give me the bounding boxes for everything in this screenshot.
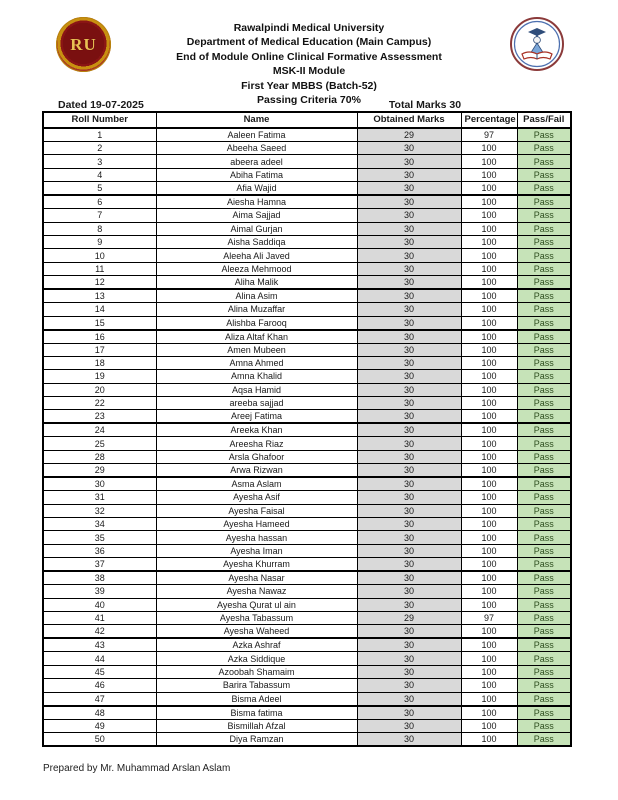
col-name: Name: [156, 112, 357, 128]
table-row: [43, 585, 571, 598]
university-title: Rawalpindi Medical University: [233, 22, 385, 34]
result-cell: Pass: [517, 625, 571, 639]
percentage-cell: 100: [461, 370, 517, 383]
table-row: [43, 356, 571, 369]
result-cell: Pass: [517, 289, 571, 303]
name-cell: Amna Khalid: [156, 370, 357, 383]
name-cell: Amen Mubeen: [156, 343, 357, 356]
roll-cell: 9: [43, 235, 156, 248]
percentage-cell: 100: [461, 195, 517, 209]
percentage-cell: 100: [461, 706, 517, 720]
table-row: [43, 289, 571, 303]
name-cell: Ayesha Qurat ul ain: [156, 598, 357, 611]
percentage-cell: 100: [461, 249, 517, 262]
roll-cell: 4: [43, 168, 156, 181]
marks-cell: 30: [357, 397, 461, 410]
name-cell: Barira Tabassum: [156, 679, 357, 692]
percentage-cell: 100: [461, 316, 517, 330]
table-row: [43, 477, 571, 491]
result-cell: Pass: [517, 518, 571, 531]
roll-cell: 39: [43, 585, 156, 598]
result-cell: Pass: [517, 155, 571, 168]
percentage-cell: 100: [461, 665, 517, 678]
marks-cell: 30: [357, 464, 461, 478]
name-cell: Alina Asim: [156, 289, 357, 303]
result-cell: Pass: [517, 222, 571, 235]
name-cell: Alishba Farooq: [156, 316, 357, 330]
table-row: [43, 706, 571, 720]
roll-cell: 45: [43, 665, 156, 678]
percentage-cell: 100: [461, 477, 517, 491]
marks-cell: 30: [357, 209, 461, 222]
table-row: [43, 303, 571, 316]
col-pass-fail: Pass/Fail: [517, 112, 571, 128]
percentage-cell: 100: [461, 450, 517, 463]
result-cell: Pass: [517, 128, 571, 142]
percentage-cell: 100: [461, 222, 517, 235]
percentage-cell: 100: [461, 262, 517, 275]
table-row: [43, 652, 571, 665]
table-row: [43, 209, 571, 222]
name-cell: Ayesha Khurram: [156, 558, 357, 572]
result-cell: Pass: [517, 423, 571, 437]
result-cell: Pass: [517, 450, 571, 463]
marks-cell: 30: [357, 410, 461, 424]
marks-cell: 30: [357, 423, 461, 437]
name-cell: Bismillah Afzal: [156, 719, 357, 732]
marks-cell: 30: [357, 732, 461, 746]
name-cell: Areeka Khan: [156, 423, 357, 437]
result-cell: Pass: [517, 571, 571, 585]
percentage-cell: 100: [461, 491, 517, 504]
table-row: [43, 168, 571, 181]
percentage-cell: 100: [461, 692, 517, 706]
name-cell: Bisma Adeel: [156, 692, 357, 706]
roll-cell: 10: [43, 249, 156, 262]
percentage-cell: 100: [461, 168, 517, 181]
result-cell: Pass: [517, 262, 571, 275]
marks-cell: 30: [357, 155, 461, 168]
table-row: [43, 732, 571, 746]
col-roll-number: Roll Number: [43, 112, 156, 128]
marks-cell: 30: [357, 168, 461, 181]
roll-cell: 12: [43, 276, 156, 290]
marks-cell: 29: [357, 128, 461, 142]
table-row: [43, 343, 571, 356]
result-cell: Pass: [517, 638, 571, 652]
result-cell: Pass: [517, 611, 571, 624]
result-cell: Pass: [517, 276, 571, 290]
roll-cell: 17: [43, 343, 156, 356]
results-table-body: [43, 128, 571, 746]
roll-cell: 49: [43, 719, 156, 732]
marks-cell: 30: [357, 692, 461, 706]
roll-cell: 5: [43, 182, 156, 196]
result-cell: Pass: [517, 491, 571, 504]
marks-cell: 30: [357, 665, 461, 678]
percentage-cell: 100: [461, 652, 517, 665]
table-row: [43, 491, 571, 504]
name-cell: Afia Wajid: [156, 182, 357, 196]
percentage-cell: 100: [461, 571, 517, 585]
marks-cell: 30: [357, 142, 461, 155]
percentage-cell: 100: [461, 679, 517, 692]
name-cell: Bisma fatima: [156, 706, 357, 720]
table-row: [43, 531, 571, 544]
name-cell: Ayesha Waheed: [156, 625, 357, 639]
result-cell: Pass: [517, 209, 571, 222]
name-cell: Aleeza Mehmood: [156, 262, 357, 275]
name-cell: Areesha Riaz: [156, 437, 357, 450]
name-cell: Azka Siddique: [156, 652, 357, 665]
percentage-cell: 100: [461, 558, 517, 572]
roll-cell: 44: [43, 652, 156, 665]
marks-cell: 30: [357, 625, 461, 639]
roll-cell: 43: [43, 638, 156, 652]
percentage-cell: 100: [461, 383, 517, 396]
marks-cell: 30: [357, 719, 461, 732]
table-row: [43, 383, 571, 396]
percentage-cell: 100: [461, 544, 517, 557]
result-cell: Pass: [517, 531, 571, 544]
table-row: [43, 692, 571, 706]
percentage-cell: 100: [461, 464, 517, 478]
result-cell: Pass: [517, 437, 571, 450]
result-cell: Pass: [517, 464, 571, 478]
roll-cell: 50: [43, 732, 156, 746]
name-cell: Asma Aslam: [156, 477, 357, 491]
percentage-cell: 100: [461, 235, 517, 248]
col-percentage: Percentage: [461, 112, 517, 128]
table-row: [43, 182, 571, 196]
marks-cell: 30: [357, 558, 461, 572]
results-table: [42, 111, 572, 747]
name-cell: Abeeha Saeed: [156, 142, 357, 155]
roll-cell: 47: [43, 692, 156, 706]
percentage-cell: 100: [461, 410, 517, 424]
table-row: [43, 544, 571, 557]
roll-cell: 38: [43, 571, 156, 585]
table-row: [43, 195, 571, 209]
marks-cell: 30: [357, 585, 461, 598]
roll-cell: 41: [43, 611, 156, 624]
name-cell: abeera adeel: [156, 155, 357, 168]
percentage-cell: 97: [461, 611, 517, 624]
result-cell: Pass: [517, 732, 571, 746]
name-cell: Arsla Ghafoor: [156, 450, 357, 463]
roll-cell: 8: [43, 222, 156, 235]
marks-cell: 30: [357, 477, 461, 491]
name-cell: Ayesha Iman: [156, 544, 357, 557]
marks-cell: 30: [357, 652, 461, 665]
roll-cell: 46: [43, 679, 156, 692]
percentage-cell: 100: [461, 209, 517, 222]
marks-cell: 30: [357, 276, 461, 290]
result-cell: Pass: [517, 303, 571, 316]
roll-cell: 16: [43, 330, 156, 344]
marks-cell: 30: [357, 491, 461, 504]
percentage-cell: 97: [461, 128, 517, 142]
name-cell: areeba sajjad: [156, 397, 357, 410]
name-cell: Ayesha Tabassum: [156, 611, 357, 624]
result-cell: Pass: [517, 504, 571, 517]
total-marks-label: Total Marks 30: [388, 99, 462, 111]
percentage-cell: 100: [461, 303, 517, 316]
result-cell: Pass: [517, 397, 571, 410]
marks-cell: 30: [357, 531, 461, 544]
table-row: [43, 464, 571, 478]
result-cell: Pass: [517, 370, 571, 383]
table-row: [43, 142, 571, 155]
result-cell: Pass: [517, 356, 571, 369]
marks-cell: 30: [357, 343, 461, 356]
graduate-emblem-icon: [509, 16, 565, 72]
name-cell: Azka Ashraf: [156, 638, 357, 652]
roll-cell: 37: [43, 558, 156, 572]
table-row: [43, 558, 571, 572]
department-emblem-logo-icon: [509, 16, 565, 72]
table-row: [43, 450, 571, 463]
result-cell: Pass: [517, 679, 571, 692]
table-row: [43, 410, 571, 424]
name-cell: Areej Fatima: [156, 410, 357, 424]
roll-cell: 40: [43, 598, 156, 611]
result-cell: Pass: [517, 652, 571, 665]
marks-cell: 30: [357, 571, 461, 585]
table-row: [43, 518, 571, 531]
percentage-cell: 100: [461, 625, 517, 639]
roll-cell: 11: [43, 262, 156, 275]
table-row: [43, 249, 571, 262]
table-row: [43, 423, 571, 437]
result-cell: Pass: [517, 182, 571, 196]
roll-cell: 35: [43, 531, 156, 544]
marks-cell: 30: [357, 383, 461, 396]
name-cell: Ayesha Faisal: [156, 504, 357, 517]
result-cell: Pass: [517, 477, 571, 491]
result-cell: Pass: [517, 249, 571, 262]
marks-cell: 30: [357, 222, 461, 235]
roll-cell: 34: [43, 518, 156, 531]
dated-label: Dated 19-07-2025: [58, 99, 144, 111]
table-row: [43, 437, 571, 450]
marks-cell: 30: [357, 262, 461, 275]
prepared-by-note: Prepared by Mr. Muhammad Arslan Aslam: [43, 763, 231, 774]
result-cell: Pass: [517, 142, 571, 155]
table-row: [43, 262, 571, 275]
rmu-crest-logo-icon: [56, 17, 111, 72]
name-cell: Aisha Saddiqa: [156, 235, 357, 248]
table-row: [43, 504, 571, 517]
table-row: [43, 719, 571, 732]
percentage-cell: 100: [461, 276, 517, 290]
result-cell: Pass: [517, 558, 571, 572]
roll-cell: 20: [43, 383, 156, 396]
result-cell: Pass: [517, 383, 571, 396]
name-cell: Azoobah Shamaim: [156, 665, 357, 678]
table-row: [43, 397, 571, 410]
percentage-cell: 100: [461, 585, 517, 598]
name-cell: Aimal Gurjan: [156, 222, 357, 235]
name-cell: Aliha Malik: [156, 276, 357, 290]
department-title: Department of Medical Education (Main Campus): [186, 36, 432, 49]
result-cell: Pass: [517, 706, 571, 720]
name-cell: Aaleen Fatima: [156, 128, 357, 142]
name-cell: Aiesha Hamna: [156, 195, 357, 209]
roll-cell: 30: [43, 477, 156, 491]
marks-cell: 30: [357, 679, 461, 692]
roll-cell: 32: [43, 504, 156, 517]
name-cell: Aqsa Hamid: [156, 383, 357, 396]
roll-cell: 7: [43, 209, 156, 222]
percentage-cell: 100: [461, 531, 517, 544]
marks-cell: 30: [357, 330, 461, 344]
marks-cell: 30: [357, 356, 461, 369]
marks-cell: 30: [357, 518, 461, 531]
roll-cell: 19: [43, 370, 156, 383]
marks-cell: 30: [357, 598, 461, 611]
module-title: MSK-II Module: [272, 65, 346, 78]
roll-cell: 24: [43, 423, 156, 437]
percentage-cell: 100: [461, 182, 517, 196]
table-row: [43, 235, 571, 248]
marks-cell: 30: [357, 249, 461, 262]
table-row: [43, 316, 571, 330]
marks-cell: 30: [357, 195, 461, 209]
marks-cell: 30: [357, 450, 461, 463]
table-row: [43, 665, 571, 678]
percentage-cell: 100: [461, 289, 517, 303]
roll-cell: 23: [43, 410, 156, 424]
name-cell: Ayesha hassan: [156, 531, 357, 544]
marks-cell: 30: [357, 316, 461, 330]
percentage-cell: 100: [461, 142, 517, 155]
name-cell: Aleeha Ali Javed: [156, 249, 357, 262]
percentage-cell: 100: [461, 356, 517, 369]
percentage-cell: 100: [461, 397, 517, 410]
percentage-cell: 100: [461, 719, 517, 732]
roll-cell: 6: [43, 195, 156, 209]
roll-cell: 18: [43, 356, 156, 369]
percentage-cell: 100: [461, 598, 517, 611]
col-obtained-marks: Obtained Marks: [357, 112, 461, 128]
marks-cell: 29: [357, 611, 461, 624]
assessment-title: End of Module Online Clinical Formative Assessment: [176, 50, 442, 63]
roll-cell: 36: [43, 544, 156, 557]
percentage-cell: 100: [461, 330, 517, 344]
roll-cell: 14: [43, 303, 156, 316]
result-cell: Pass: [517, 410, 571, 424]
marks-cell: 30: [357, 235, 461, 248]
result-cell: Pass: [517, 692, 571, 706]
result-cell: Pass: [517, 544, 571, 557]
table-row: [43, 276, 571, 290]
name-cell: Ayesha Nawaz: [156, 585, 357, 598]
marks-cell: 30: [357, 638, 461, 652]
passing-criteria: Passing Criteria 70%: [257, 94, 361, 107]
table-row: [43, 155, 571, 168]
marks-cell: 30: [357, 303, 461, 316]
result-cell: Pass: [517, 235, 571, 248]
roll-cell: 3: [43, 155, 156, 168]
table-row: [43, 625, 571, 639]
percentage-cell: 100: [461, 638, 517, 652]
marks-cell: 30: [357, 289, 461, 303]
batch-title: First Year MBBS (Batch-52): [241, 79, 377, 92]
roll-cell: 25: [43, 437, 156, 450]
result-cell: Pass: [517, 343, 571, 356]
roll-cell: 2: [43, 142, 156, 155]
roll-cell: 48: [43, 706, 156, 720]
table-row: [43, 611, 571, 624]
name-cell: Aliza Altaf Khan: [156, 330, 357, 344]
roll-cell: 22: [43, 397, 156, 410]
result-cell: Pass: [517, 330, 571, 344]
name-cell: Ayesha Nasar: [156, 571, 357, 585]
roll-cell: 42: [43, 625, 156, 639]
percentage-cell: 100: [461, 504, 517, 517]
table-row: [43, 679, 571, 692]
table-header-row: [43, 112, 571, 128]
percentage-cell: 100: [461, 732, 517, 746]
table-row: [43, 222, 571, 235]
document-heading: [120, 21, 498, 107]
name-cell: Alina Muzaffar: [156, 303, 357, 316]
result-cell: Pass: [517, 195, 571, 209]
name-cell: Ayesha Hameed: [156, 518, 357, 531]
result-cell: Pass: [517, 585, 571, 598]
result-cell: Pass: [517, 316, 571, 330]
rmu-monogram: RU: [70, 34, 97, 54]
table-row: [43, 128, 571, 142]
name-cell: Aima Sajjad: [156, 209, 357, 222]
marks-cell: 30: [357, 182, 461, 196]
marks-cell: 30: [357, 370, 461, 383]
roll-cell: 15: [43, 316, 156, 330]
name-cell: Amna Ahmed: [156, 356, 357, 369]
result-cell: Pass: [517, 168, 571, 181]
result-cell: Pass: [517, 665, 571, 678]
roll-cell: 29: [43, 464, 156, 478]
table-row: [43, 370, 571, 383]
percentage-cell: 100: [461, 423, 517, 437]
roll-cell: 1: [43, 128, 156, 142]
roll-cell: 28: [43, 450, 156, 463]
percentage-cell: 100: [461, 343, 517, 356]
name-cell: Arwa Rizwan: [156, 464, 357, 478]
table-row: [43, 598, 571, 611]
name-cell: Abiha Fatima: [156, 168, 357, 181]
marks-cell: 30: [357, 437, 461, 450]
percentage-cell: 100: [461, 155, 517, 168]
result-cell: Pass: [517, 598, 571, 611]
roll-cell: 31: [43, 491, 156, 504]
percentage-cell: 100: [461, 518, 517, 531]
marks-cell: 30: [357, 504, 461, 517]
percentage-cell: 100: [461, 437, 517, 450]
table-row: [43, 571, 571, 585]
result-cell: Pass: [517, 719, 571, 732]
marks-cell: 30: [357, 544, 461, 557]
table-row: [43, 330, 571, 344]
name-cell: Ayesha Asif: [156, 491, 357, 504]
name-cell: Diya Ramzan: [156, 732, 357, 746]
table-row: [43, 638, 571, 652]
roll-cell: 13: [43, 289, 156, 303]
marks-cell: 30: [357, 706, 461, 720]
